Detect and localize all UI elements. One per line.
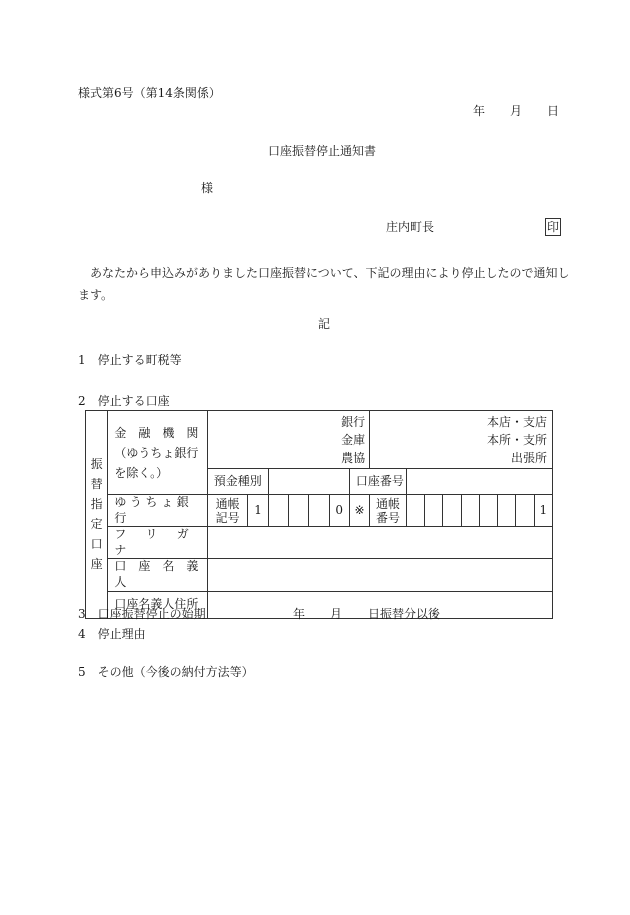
deposit-type-field[interactable] — [268, 469, 349, 495]
account-number-label: 口座番号 — [349, 469, 406, 495]
addressee-suffix: 様 — [201, 181, 214, 195]
number-digit[interactable] — [461, 495, 479, 527]
number-digit[interactable]: 1 — [534, 495, 552, 527]
number-digit[interactable] — [406, 495, 424, 527]
number-digit[interactable] — [443, 495, 461, 527]
document-title: 口座振替停止通知書 — [268, 144, 377, 158]
deposit-type-label: 預金種別 — [207, 469, 268, 495]
date-month: 月 — [510, 104, 523, 118]
institution-name-field[interactable]: 銀行 金庫 農協 — [207, 411, 369, 469]
symbol-digit[interactable] — [288, 495, 308, 527]
number-digit[interactable] — [516, 495, 534, 527]
item-4: 4 停止理由 — [78, 627, 146, 641]
item-2: 2 停止する口座 — [78, 394, 170, 408]
furigana-label: フ リ ガ ナ — [108, 527, 207, 559]
issuer-name: 庄内町長 — [386, 220, 435, 234]
symbol-digit[interactable] — [268, 495, 288, 527]
date-year: 年 — [473, 104, 486, 118]
seal-mark: 印 — [546, 220, 559, 234]
symbol-digit[interactable]: 0 — [329, 495, 349, 527]
number-digit[interactable] — [498, 495, 516, 527]
account-number-field[interactable] — [406, 469, 552, 495]
financial-institution-label: 金 融 機 関 （ゆうちょ銀行 を除く。） — [108, 411, 207, 495]
item-3-month: 月 — [330, 607, 343, 621]
yucho-label: ゆうちょ銀行 — [108, 495, 207, 527]
body-text: あなたから申込みがありました口座振替について、下記の理由により停止したので通知します。 — [78, 266, 570, 302]
account-table — [85, 410, 553, 619]
symbol-digit[interactable] — [309, 495, 329, 527]
number-digit[interactable] — [424, 495, 442, 527]
form-number: 様式第6号（第14条関係） — [78, 86, 221, 100]
passbook-number-label: 通帳 番号 — [370, 495, 407, 527]
number-digit[interactable] — [479, 495, 497, 527]
account-holder-label: 口 座 名 義 人 — [108, 559, 207, 591]
note-mark: ※ — [349, 495, 369, 527]
account-holder-field[interactable] — [207, 559, 552, 591]
branch-name-field[interactable]: 本店・支店 本所・支所 出張所 — [370, 411, 553, 469]
ki-heading: 記 — [318, 317, 331, 331]
transfer-account-vertical-label: 振 替 指 定 口 座 — [86, 411, 108, 619]
item-3-tail: 日振替分以後 — [368, 607, 441, 621]
holder-address-label: 口座名義人住所 — [108, 591, 207, 618]
date-day: 日 — [547, 104, 560, 118]
symbol-digit[interactable]: 1 — [248, 495, 268, 527]
passbook-symbol-label: 通帳 記号 — [207, 495, 248, 527]
item-5: 5 その他（今後の納付方法等） — [78, 665, 254, 679]
item-1: 1 停止する町税等 — [78, 353, 182, 367]
item-3-label: 3 口座振替停止の始期 — [78, 607, 206, 621]
furigana-field[interactable] — [207, 527, 552, 559]
item-3-year: 年 — [293, 607, 306, 621]
